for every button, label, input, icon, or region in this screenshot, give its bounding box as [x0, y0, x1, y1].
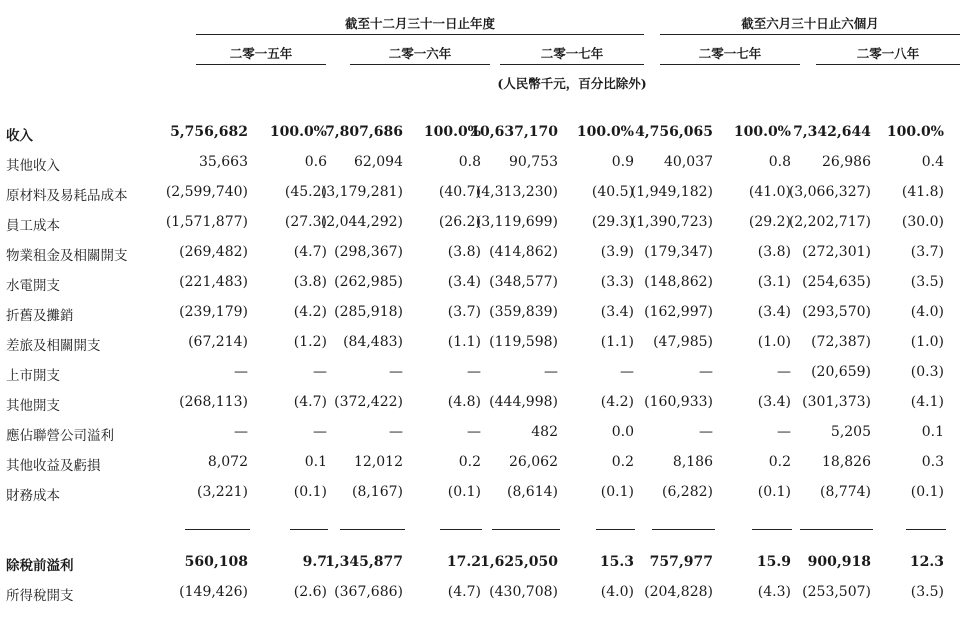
row-label-text: 折舊及攤銷: [6, 308, 74, 324]
amount-cell: —: [234, 364, 248, 380]
percent-cell: (4.7): [293, 244, 327, 260]
amount-cell: (3,221): [196, 484, 248, 500]
row-label-text: 差旅及相關開支: [6, 338, 101, 354]
row-label-text: 其他收入: [6, 158, 60, 174]
percent-cell: (3.5): [910, 274, 944, 290]
amount-cell: 18,826: [822, 454, 871, 470]
percent-cell: (4.0): [910, 304, 944, 320]
percent-cell: 0.0: [611, 424, 634, 440]
row-label-text: 物業租金及相關開支: [6, 248, 128, 264]
row-label-text: 其他開支: [6, 398, 60, 414]
year-header-2017: 二零一七年: [540, 46, 604, 61]
percent-cell: 15.9: [756, 554, 791, 570]
percent-cell: (26.2): [438, 214, 481, 230]
amount-cell: (1,571,877): [165, 214, 248, 230]
amount-cell: (359,839): [489, 304, 558, 320]
percent-cell: (41.0): [748, 184, 791, 200]
percent-cell: 0.2: [768, 454, 791, 470]
percent-cell: (1.0): [910, 334, 944, 350]
amount-cell: 1,345,877: [325, 554, 403, 570]
amount-cell: (67,214): [188, 334, 248, 350]
amount-cell: (72,387): [811, 334, 871, 350]
year-rule-2015: [196, 64, 326, 65]
amount-cell: 7,342,644: [793, 124, 871, 140]
year-rule-2018-half: [816, 64, 960, 65]
percent-cell: (40.5): [591, 184, 634, 200]
percent-cell: 0.9: [611, 154, 634, 170]
header-year-ended: 截至十二月三十一日止年度: [344, 16, 495, 31]
amount-cell: (160,933): [644, 394, 713, 410]
percent-cell: (3.9): [600, 244, 634, 260]
percent-cell: (0.1): [447, 484, 481, 500]
year-header-2017-half: 二零一七年: [698, 46, 762, 61]
amount-cell: 62,094: [354, 154, 403, 170]
percent-cell: (4.7): [447, 584, 481, 600]
subtotal-rule: [652, 529, 715, 530]
percent-cell: 100.0%: [733, 124, 791, 140]
year-rule-2016: [350, 64, 490, 65]
percent-cell: 17.2: [446, 554, 481, 570]
header-rule-year: [196, 34, 644, 35]
row-label-text: 所得稅開支: [6, 588, 74, 604]
amount-cell: (2,202,717): [788, 214, 871, 230]
amount-cell: (254,635): [802, 274, 871, 290]
percent-cell: 15.3: [599, 554, 634, 570]
amount-cell: (3,119,699): [475, 214, 558, 230]
amount-cell: —: [389, 424, 403, 440]
percent-cell: (4.2): [293, 304, 327, 320]
percent-cell: (3.4): [447, 274, 481, 290]
percent-cell: (0.3): [910, 364, 944, 380]
percent-cell: (4.8): [447, 394, 481, 410]
row-utilities: [0, 268, 968, 298]
amount-cell: (8,167): [351, 484, 403, 500]
row-label-text: 收入: [6, 128, 33, 144]
row-finance-cost: [0, 478, 968, 508]
amount-cell: (204,828): [644, 584, 713, 600]
amount-cell: (47,985): [653, 334, 713, 350]
row-depreciation: [0, 298, 968, 328]
amount-cell: (444,998): [489, 394, 558, 410]
percent-cell: (0.1): [910, 484, 944, 500]
percent-cell: (2.6): [293, 584, 327, 600]
percent-cell: 9.7: [302, 554, 327, 570]
row-profit-before-tax: [0, 548, 968, 578]
subtotal-rule: [752, 529, 792, 530]
amount-cell: (3,179,281): [320, 184, 403, 200]
amount-cell: (1,390,723): [630, 214, 713, 230]
header-six-months: 截至六月三十日止六個月: [741, 16, 879, 31]
percent-cell: (1.2): [293, 334, 327, 350]
subtotal-rule: [340, 529, 405, 530]
percent-cell: (3.3): [600, 274, 634, 290]
row-label-text: 其他收益及虧損: [6, 458, 101, 474]
percent-cell: (4.1): [910, 394, 944, 410]
row-listing-expense: [0, 358, 968, 388]
amount-cell: —: [699, 364, 713, 380]
percent-cell: (1.1): [447, 334, 481, 350]
amount-cell: 10,637,170: [470, 124, 558, 140]
amount-cell: (20,659): [811, 364, 871, 380]
row-other-income: [0, 148, 968, 178]
amount-cell: 900,918: [807, 554, 871, 570]
amount-cell: 8,072: [207, 454, 248, 470]
amount-cell: (268,113): [179, 394, 248, 410]
subtotal-rule: [185, 529, 250, 530]
row-label-text: 原材料及易耗品成本: [6, 188, 128, 204]
amount-cell: (8,774): [819, 484, 871, 500]
percent-cell: (3.8): [757, 244, 791, 260]
percent-cell: (3.5): [910, 584, 944, 600]
amount-cell: (179,347): [644, 244, 713, 260]
amount-cell: (8,614): [506, 484, 558, 500]
amount-cell: 5,756,682: [170, 124, 248, 140]
percent-cell: (0.1): [293, 484, 327, 500]
percent-cell: 0.2: [611, 454, 634, 470]
percent-cell: (4.0): [600, 584, 634, 600]
row-revenue: [0, 118, 968, 148]
row-other-expenses: [0, 388, 968, 418]
amount-cell: 12,012: [354, 454, 403, 470]
amount-cell: 7,807,686: [325, 124, 403, 140]
year-rule-2017: [500, 64, 644, 65]
percent-cell: —: [467, 424, 481, 440]
amount-cell: —: [234, 424, 248, 440]
amount-cell: 8,186: [672, 454, 713, 470]
percent-cell: —: [467, 364, 481, 380]
row-staff-cost: [0, 208, 968, 238]
percent-cell: (40.7): [438, 184, 481, 200]
percent-cell: (4.3): [757, 584, 791, 600]
amount-cell: (414,862): [489, 244, 558, 260]
percent-cell: 0.6: [304, 154, 327, 170]
amount-cell: 757,977: [649, 554, 713, 570]
percent-cell: (3.7): [447, 304, 481, 320]
percent-cell: 0.1: [921, 424, 944, 440]
amount-cell: (262,985): [334, 274, 403, 290]
percent-cell: (0.1): [600, 484, 634, 500]
year-rule-2017-half: [660, 64, 800, 65]
year-header-2016: 二零一六年: [388, 46, 452, 61]
percent-cell: (3.4): [600, 304, 634, 320]
percent-cell: 100.0%: [269, 124, 327, 140]
percent-cell: (4.2): [600, 394, 634, 410]
amount-cell: 90,753: [509, 154, 558, 170]
percent-cell: 0.8: [768, 154, 791, 170]
amount-cell: —: [544, 364, 558, 380]
percent-cell: (3.1): [757, 274, 791, 290]
percent-cell: (30.0): [901, 214, 944, 230]
percent-cell: (3.7): [910, 244, 944, 260]
percent-cell: (1.1): [600, 334, 634, 350]
percent-cell: (4.7): [293, 394, 327, 410]
amount-cell: 35,663: [199, 154, 248, 170]
year-header-2018-half: 二零一八年: [856, 46, 920, 61]
row-label-text: 除稅前溢利: [6, 558, 74, 574]
percent-cell: 100.0%: [886, 124, 944, 140]
percent-cell: (1.0): [757, 334, 791, 350]
header-rule-half: [660, 34, 960, 35]
amount-cell: (6,282): [661, 484, 713, 500]
row-other-gains-losses: [0, 448, 968, 478]
row-label-text: 財務成本: [6, 488, 60, 504]
amount-cell: (430,708): [489, 584, 558, 600]
percent-cell: —: [777, 364, 791, 380]
percent-cell: (3.4): [757, 394, 791, 410]
amount-cell: —: [389, 364, 403, 380]
percent-cell: (3.8): [293, 274, 327, 290]
amount-cell: (1,949,182): [630, 184, 713, 200]
subtotal-rule: [596, 529, 635, 530]
amount-cell: (119,598): [489, 334, 558, 350]
amount-cell: (272,301): [802, 244, 871, 260]
subtotal-rule: [906, 529, 946, 530]
row-label-text: 水電開支: [6, 278, 60, 294]
percent-cell: (29.2): [748, 214, 791, 230]
amount-cell: (221,483): [179, 274, 248, 290]
percent-cell: 0.8: [458, 154, 481, 170]
row-property-rent: [0, 238, 968, 268]
amount-cell: 26,062: [509, 454, 558, 470]
amount-cell: 5,205: [830, 424, 871, 440]
percent-cell: —: [620, 364, 634, 380]
percent-cell: 0.4: [921, 154, 944, 170]
percent-cell: 0.3: [921, 454, 944, 470]
amount-cell: (269,482): [179, 244, 248, 260]
percent-cell: 0.2: [458, 454, 481, 470]
amount-cell: (2,599,740): [165, 184, 248, 200]
amount-cell: 560,108: [184, 554, 248, 570]
subtotal-rule: [800, 529, 873, 530]
amount-cell: 26,986: [822, 154, 871, 170]
amount-cell: 4,756,065: [635, 124, 713, 140]
percent-cell: (3.4): [757, 304, 791, 320]
amount-cell: —: [699, 424, 713, 440]
amount-cell: (253,507): [802, 584, 871, 600]
amount-cell: (4,313,230): [475, 184, 558, 200]
amount-cell: (372,422): [334, 394, 403, 410]
subtotal-rule: [440, 529, 482, 530]
amount-cell: (298,367): [334, 244, 403, 260]
amount-cell: (2,044,292): [320, 214, 403, 230]
row-income-tax: [0, 578, 968, 608]
unit-note: (人民幣千元，百分比除外): [497, 76, 647, 91]
row-travel: [0, 328, 968, 358]
row-label-text: 員工成本: [6, 218, 60, 234]
row-raw-materials-cost: [0, 178, 968, 208]
amount-cell: 40,037: [664, 154, 713, 170]
row-share-of-associate-profit: [0, 418, 968, 448]
year-header-2015: 二零一五年: [229, 46, 293, 61]
amount-cell: (162,997): [644, 304, 713, 320]
amount-cell: 482: [531, 424, 558, 440]
amount-cell: (348,577): [489, 274, 558, 290]
percent-cell: (0.1): [757, 484, 791, 500]
percent-cell: (41.8): [901, 184, 944, 200]
percent-cell: (29.3): [591, 214, 634, 230]
amount-cell: (239,179): [179, 304, 248, 320]
row-label-text: 上市開支: [6, 368, 60, 384]
percent-cell: 100.0%: [423, 124, 481, 140]
amount-cell: (84,483): [343, 334, 403, 350]
percent-cell: —: [777, 424, 791, 440]
amount-cell: (149,426): [179, 584, 248, 600]
amount-cell: (367,686): [334, 584, 403, 600]
percent-cell: 0.1: [304, 454, 327, 470]
percent-cell: (3.8): [447, 244, 481, 260]
subtotal-rule: [492, 529, 560, 530]
amount-cell: (148,862): [644, 274, 713, 290]
percent-cell: —: [313, 424, 327, 440]
percent-cell: —: [313, 364, 327, 380]
amount-cell: 1,625,050: [480, 554, 558, 570]
amount-cell: (301,373): [802, 394, 871, 410]
amount-cell: (293,570): [802, 304, 871, 320]
percent-cell: (27.3): [284, 214, 327, 230]
amount-cell: (3,066,327): [788, 184, 871, 200]
row-label-text: 應佔聯營公司溢利: [6, 428, 114, 444]
subtotal-rule: [290, 529, 328, 530]
amount-cell: (285,918): [334, 304, 403, 320]
percent-cell: 12.3: [909, 554, 944, 570]
percent-cell: 100.0%: [576, 124, 634, 140]
percent-cell: (45.2): [284, 184, 327, 200]
